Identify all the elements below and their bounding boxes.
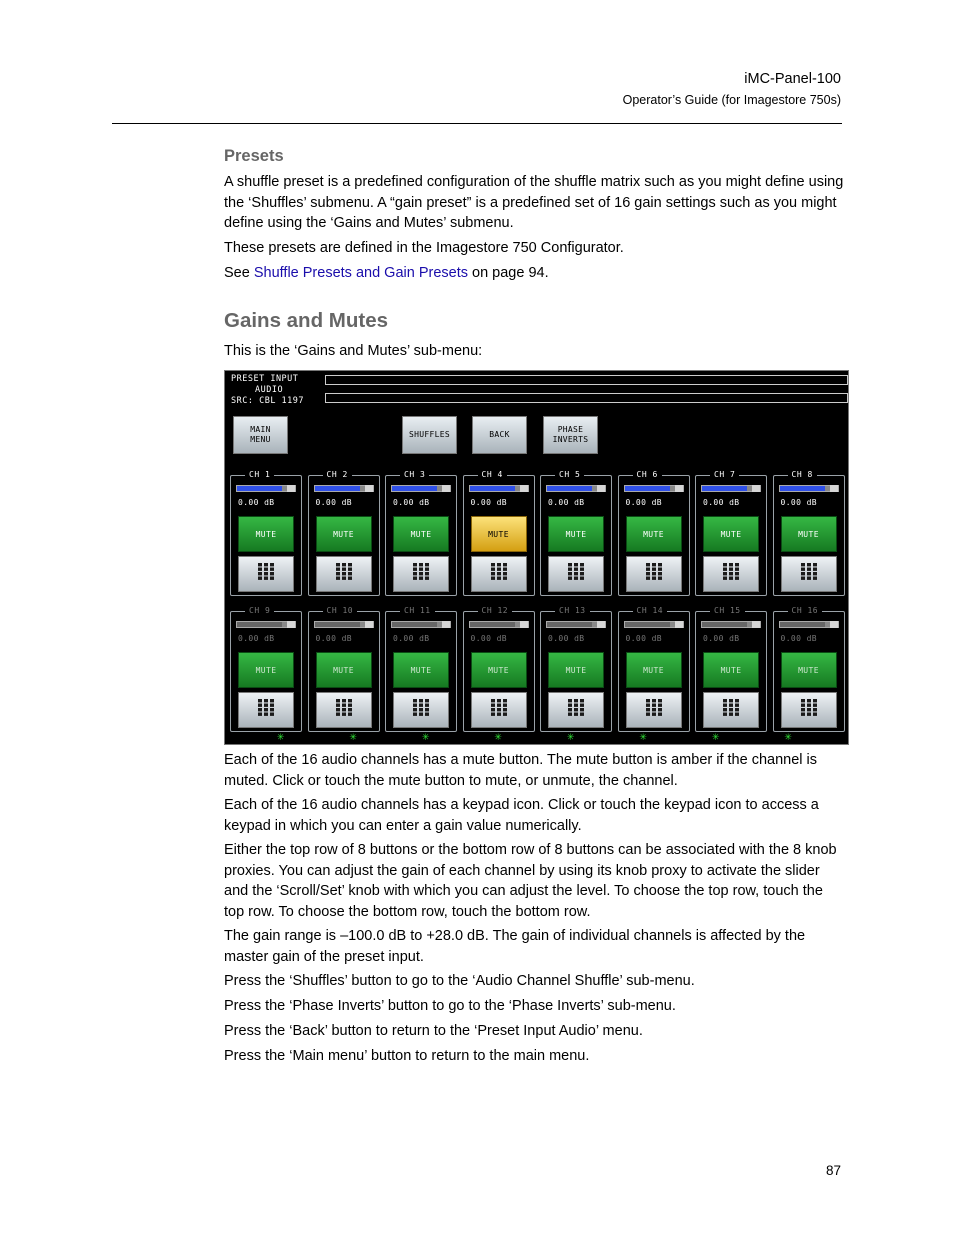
knob-proxy-indicator-icon: ✳ [784,729,792,743]
keypad-button[interactable] [548,556,604,592]
channel-strip[interactable] [773,470,845,596]
presets-paragraph-2: These presets are defined in the Imagestore 750 Configurator. [224,240,624,256]
channel-strip[interactable] [230,606,302,732]
gain-level-fill [315,486,360,491]
keypad-button[interactable] [626,556,682,592]
gain-level-bar[interactable] [624,485,684,492]
gain-level-handle[interactable] [597,485,605,492]
presets-paragraph-3 [224,263,844,284]
channel-label: CH 14 [633,606,668,615]
mute-button[interactable]: MUTE [238,652,294,688]
body-paragraph-2: Each of the 16 audio channels has a keypad icon. Click or touch the keypad icon to access a keypad in which you can enter a gain value numerically. [224,797,819,834]
knob-proxy-indicator-icon: ✳ [494,729,502,743]
mute-button[interactable]: MUTE [316,516,372,552]
header-guide-title: Operator’s Guide (for Imagestore 750s) [622,93,841,107]
mute-button[interactable]: MUTE [393,516,449,552]
gain-level-handle[interactable] [752,485,760,492]
gain-level-fill [625,622,670,627]
gain-level-handle[interactable] [442,621,450,628]
gain-value: 0.00 dB [548,498,585,507]
channel-label: CH 15 [710,606,745,615]
gain-level-bar[interactable] [236,621,296,628]
body-paragraph-8: Press the ‘Main menu’ button to return to the main menu. [224,1048,590,1064]
knob-proxy-indicator-icon: ✳ [422,729,430,743]
gain-level-fill [470,622,515,627]
gain-level-fill [702,486,747,491]
gain-level-bar[interactable] [701,621,761,628]
gain-level-bar[interactable] [546,621,606,628]
phase-inverts-button[interactable]: PHASE INVERTS [543,416,598,454]
gain-level-fill [625,486,670,491]
body-paragraph-6: Press the ‘Phase Inverts’ button to go to the ‘Phase Inverts’ sub-menu. [224,998,676,1014]
gain-value: 0.00 dB [315,634,353,643]
mute-button[interactable]: MUTE [393,652,449,688]
gain-level-bar[interactable] [236,485,296,492]
channel-strip[interactable] [540,470,612,596]
channel-label: CH 10 [323,606,358,615]
keypad-icon [567,699,585,721]
channel-strip[interactable] [463,470,535,596]
channel-label: CH 11 [400,606,435,615]
keypad-button[interactable] [781,556,837,592]
gain-level-bar[interactable] [779,485,839,492]
keypad-button[interactable] [703,692,759,728]
keypad-icon [722,699,740,721]
keypad-button[interactable] [781,692,837,728]
channel-label: CH 8 [788,470,817,479]
keypad-icon [490,699,508,721]
gains-intro: This is the ‘Gains and Mutes’ sub-menu: [224,343,483,359]
gain-level-bar[interactable] [314,485,374,492]
keypad-icon [257,699,275,721]
page-number: 87 [825,1163,841,1178]
panel-title-line-2: AUDIO [255,385,284,395]
keypad-button[interactable] [471,692,527,728]
keypad-icon [645,699,663,721]
gain-level-handle[interactable] [520,621,528,628]
channel-label: CH 1 [245,470,274,479]
shuffle-presets-link[interactable]: Shuffle Presets and Gain Presets [253,265,468,281]
body-paragraph-1: Each of the 16 audio channels has a mute button. The mute button is amber if the channel is muted. Click or touch the mute button to mute, or unmute, the channel. [224,752,817,789]
gain-level-fill [780,622,825,627]
gain-value: 0.00 dB [393,634,430,643]
channel-strip[interactable] [540,606,612,732]
panel-title-line-3: SRC: CBL 1197 [231,396,305,406]
knob-proxy-indicator-icon: ✳ [349,729,357,743]
gain-level-bar[interactable] [701,485,761,492]
presets-heading: Presets [224,147,284,165]
channel-strip[interactable] [385,470,457,596]
keypad-button[interactable] [238,692,294,728]
gain-value: 0.00 dB [238,634,275,643]
channel-strip[interactable] [230,470,302,596]
gain-value: 0.00 dB [315,498,353,507]
gain-level-bar[interactable] [469,621,529,628]
mute-button[interactable]: MUTE [781,652,837,688]
channel-strip[interactable] [308,470,380,596]
shuffles-button[interactable]: SHUFFLES [402,416,457,454]
keypad-icon [722,563,740,585]
knob-proxy-indicator-icon: ✳ [712,729,720,743]
gain-level-handle[interactable] [287,621,295,628]
mute-button[interactable]: MUTE [238,516,294,552]
back-button[interactable]: BACK [472,416,527,454]
channel-label: CH 2 [323,470,352,479]
gain-level-bar[interactable] [546,485,606,492]
channel-label: CH 3 [400,470,429,479]
gain-level-bar[interactable] [624,621,684,628]
gains-mutes-panel [224,370,849,745]
keypad-icon [412,699,430,721]
gain-level-fill [702,622,747,627]
panel-title-line-1: PRESET INPUT [231,374,299,384]
gain-level-bar[interactable] [314,621,374,628]
gain-value: 0.00 dB [470,498,508,507]
knob-proxy-indicator-icon: ✳ [567,729,575,743]
knob-proxy-indicator-icon: ✳ [639,729,647,743]
keypad-button[interactable] [316,692,372,728]
channel-strip[interactable] [773,606,845,732]
keypad-button[interactable] [626,692,682,728]
gain-value: 0.00 dB [470,634,508,643]
mute-button[interactable]: MUTE [703,516,759,552]
mute-button[interactable]: MUTE [548,652,604,688]
keypad-icon [412,563,430,585]
gain-level-fill [237,622,282,627]
keypad-icon [800,699,818,721]
gain-level-handle[interactable] [675,621,683,628]
presets-paragraph-1: A shuffle preset is a predefined configuration of the shuffle matrix such as you might define using the ‘Shuffles’ submenu. A “gain preset” is a predefined set of 16 gain settings such as you might define using the ‘Gains and Mutes’ submenu. [224,174,844,231]
keypad-icon [257,563,275,585]
channel-label: CH 13 [555,606,590,615]
header-rule [112,123,842,124]
mute-button[interactable]: MUTE [626,516,682,552]
page-reference-text: on page 94. [467,265,549,281]
mute-button[interactable]: MUTE [703,652,759,688]
mute-button[interactable]: MUTE [471,516,527,552]
keypad-icon [335,699,353,721]
header-product: iMC-Panel-100 [744,71,841,87]
channel-label: CH 12 [478,606,513,615]
panel-status-field-bottom [325,393,848,403]
gain-level-handle[interactable] [752,621,760,628]
channel-label: CH 7 [710,470,739,479]
gain-value: 0.00 dB [703,498,740,507]
channel-strip[interactable] [618,470,690,596]
channel-strip[interactable] [385,606,457,732]
channel-strip[interactable] [695,470,767,596]
gain-level-handle[interactable] [365,485,373,492]
main-menu-button[interactable]: MAIN MENU [233,416,288,454]
mute-button[interactable]: MUTE [471,652,527,688]
gain-value: 0.00 dB [780,634,818,643]
gain-level-fill [315,622,360,627]
channel-label: CH 9 [245,606,274,615]
gain-level-fill [392,486,437,491]
mute-button[interactable]: MUTE [548,516,604,552]
channel-strip[interactable] [463,606,535,732]
keypad-button[interactable] [238,556,294,592]
keypad-button[interactable] [316,556,372,592]
keypad-button[interactable] [471,556,527,592]
gain-level-handle[interactable] [675,485,683,492]
gain-value: 0.00 dB [625,634,663,643]
gains-mutes-heading: Gains and Mutes [224,309,389,332]
gain-level-fill [237,486,282,491]
gain-level-fill [547,486,592,491]
channel-label: CH 5 [555,470,584,479]
keypad-icon [490,563,508,585]
mute-button[interactable]: MUTE [316,652,372,688]
body-paragraph-5: Press the ‘Shuffles’ button to go to the ‘Audio Channel Shuffle’ sub-menu. [224,973,695,989]
keypad-button[interactable] [393,556,449,592]
gain-level-handle[interactable] [287,485,295,492]
gain-value: 0.00 dB [703,634,740,643]
gain-level-handle[interactable] [597,621,605,628]
body-paragraph-3: Either the top row of 8 buttons or the bottom row of 8 buttons can be associated with the 8 knob proxies. You can adjust the gain of each channel by using its knob proxy to activate the slider and the ‘Scroll/Set’ knob with which you can adjust the level. To choose the top row, touch the top row. To choose the bottom row, touch the bottom row. [224,842,837,920]
keypad-button[interactable] [703,556,759,592]
body-paragraph-7: Press the ‘Back’ button to return to the ‘Preset Input Audio’ menu. [224,1023,643,1039]
gain-level-fill [470,486,515,491]
body-paragraph-4: The gain range is –100.0 dB to +28.0 dB. The gain of individual channels is affected by the master gain of the preset input. [224,928,806,965]
gain-value: 0.00 dB [548,634,585,643]
gain-level-bar[interactable] [779,621,839,628]
gain-level-fill [392,622,437,627]
mute-button[interactable]: MUTE [626,652,682,688]
keypad-icon [567,563,585,585]
channel-label: CH 16 [788,606,823,615]
keypad-icon [645,563,663,585]
gain-level-handle[interactable] [520,485,528,492]
keypad-icon [335,563,353,585]
panel-title [231,374,304,407]
keypad-button[interactable] [548,692,604,728]
gain-level-bar[interactable] [391,621,451,628]
gain-value: 0.00 dB [393,498,430,507]
channel-label: CH 6 [633,470,662,479]
gain-level-handle[interactable] [830,621,838,628]
panel-status-field-top [325,375,848,385]
channel-label: CH 4 [478,470,507,479]
channel-strip[interactable] [695,606,767,732]
gain-level-fill [547,622,592,627]
see-text: See [224,265,254,281]
gain-value: 0.00 dB [238,498,275,507]
keypad-icon [800,563,818,585]
gain-level-bar[interactable] [469,485,529,492]
channel-strip[interactable] [618,606,690,732]
keypad-button[interactable] [393,692,449,728]
gain-level-handle[interactable] [365,621,373,628]
gain-level-fill [780,486,825,491]
gain-level-bar[interactable] [391,485,451,492]
gain-value: 0.00 dB [780,498,818,507]
gain-value: 0.00 dB [625,498,663,507]
mute-button[interactable]: MUTE [781,516,837,552]
knob-proxy-indicator-icon: ✳ [277,729,285,743]
gain-level-handle[interactable] [442,485,450,492]
gain-level-handle[interactable] [830,485,838,492]
channel-strip[interactable] [308,606,380,732]
